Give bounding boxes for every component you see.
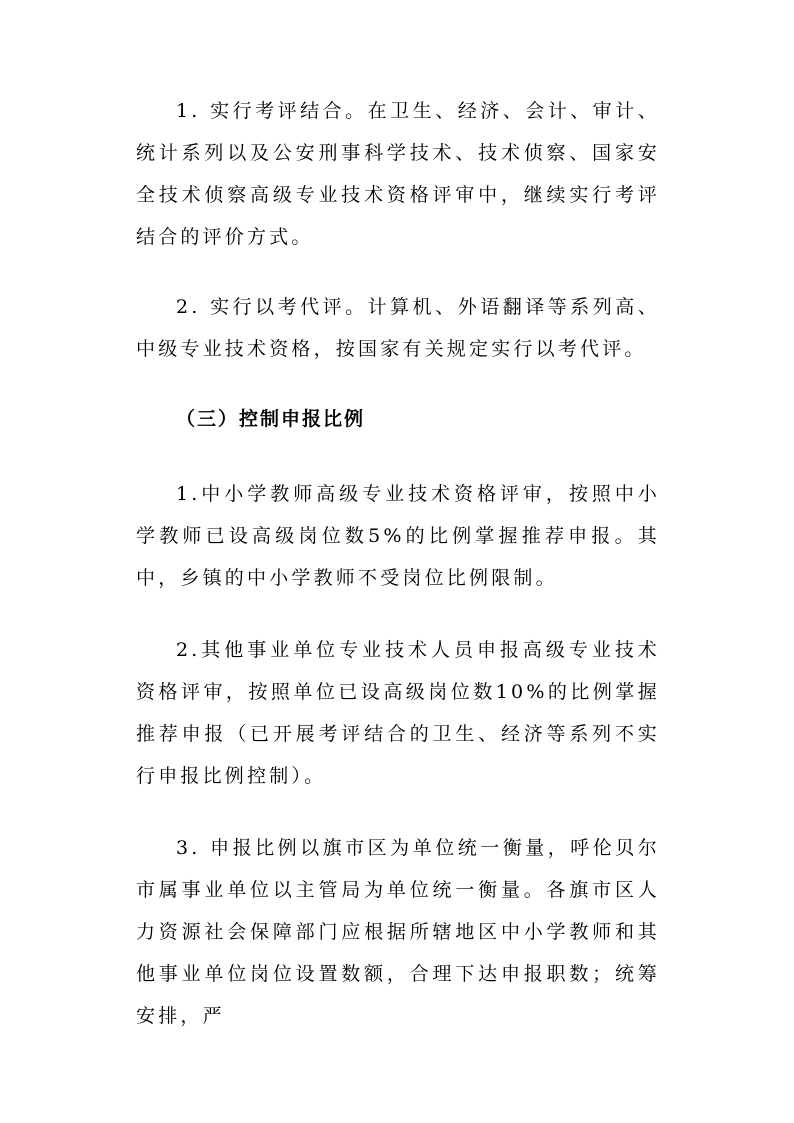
paragraph-exam-instead: 2. 实行以考代评。计算机、外语翻译等系列高、中级专业技术资格，按国家有关规定实行以考代评。 bbox=[136, 296, 660, 360]
paragraph-teacher-ratio: 1.中小学教师高级专业技术资格评审，按照中小学教师已设高级岗位数5%的比例掌握推荐申报。其中，乡镇的中小学教师不受岗位比例限制。 bbox=[136, 483, 660, 589]
section-heading: （三）控制申报比例 bbox=[176, 408, 366, 430]
paragraph-other-units-ratio: 2.其他事业单位专业技术人员申报高级专业技术资格评审，按照单位已设高级岗位数10%的比例掌握推荐申报（已开展考评结合的卫生、经济等系列不实行申报比例控制）。 bbox=[136, 639, 660, 787]
paragraph-ratio-measurement: 3. 申报比例以旗市区为单位统一衡量，呼伦贝尔市属事业单位以主管局为单位统一衡量。各旗市区人力资源社会保障部门应根据所辖地区中小学教师和其他事业单位岗位设置数额，合理下达申报职数；统筹安排，严 bbox=[136, 837, 660, 1027]
paragraph-evaluation-combined: 1. 实行考评结合。在卫生、经济、会计、审计、统计系列以及公安刑事科学技术、技术侦察、国家安全技术侦察高级专业技术资格评审中，继续实行考评结合的评价方式。 bbox=[136, 100, 660, 248]
